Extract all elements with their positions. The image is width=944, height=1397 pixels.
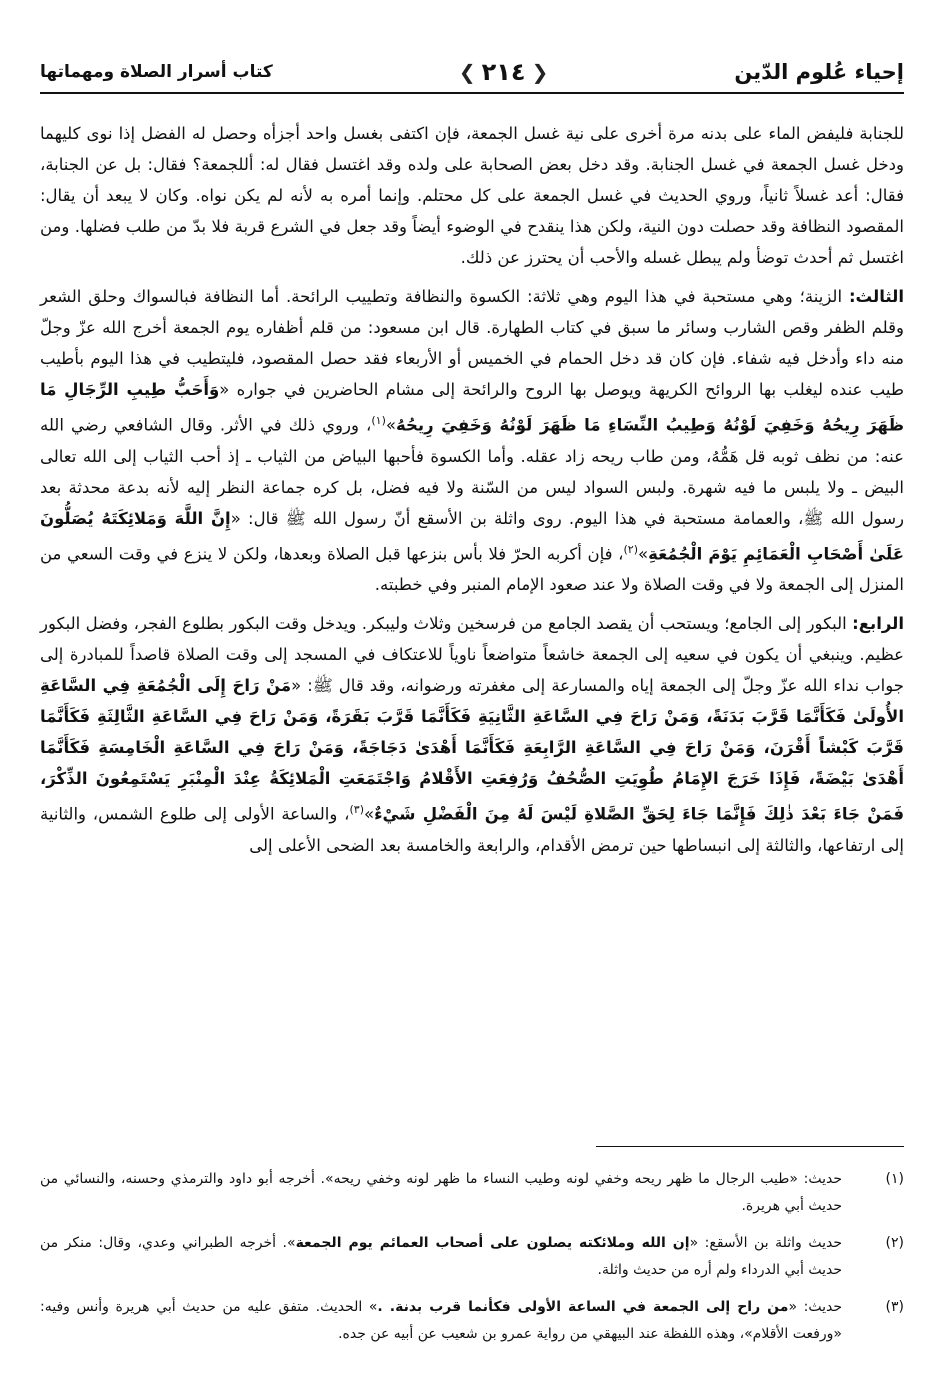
footnote-text-bold: من راح إلى الجمعة في الساعة الأولى فكأنما قرب بدنة. . <box>377 1299 789 1315</box>
chapter-title: كتاب أسرار الصلاة ومهماتها <box>40 62 273 82</box>
footnote-2 <box>40 1230 904 1284</box>
footnote-1 <box>40 1166 904 1220</box>
book-title: إحياء عُلوم الدّين <box>734 60 904 84</box>
footnote-text-pre: حديث: « <box>788 1299 842 1315</box>
paragraph-3-text-a: البكور إلى الجامع؛ ويستحب أن يقصد الجامع من فرسخين وثلاث وليبكر. ويدخل وقت البكور بطلوع الفجر، وفضل البكور عظيم. وينبغي أن يكون في سعيه إلى الجمعة خاشعاً متواضعاً ناوياً للاعتكاف في المسجد إلى وقت الصلاة قاصداً للمبادرة إلى جواب نداء الله عزّ وجلّ إلى الجمعة إياه والمسارعة إلى مغفرته ورضوانه، وقد قال ﷺ: « <box>40 614 904 695</box>
footnote-number: (٣) <box>885 1299 904 1315</box>
page-number: ٢١٤ <box>481 58 526 86</box>
footnote-text-post: ». أخرجه الطبراني وعدي، وقال: منكر من حديث أبي الدرداء ولم أره من حديث واثلة. <box>40 1235 842 1278</box>
footnote-text <box>40 1230 842 1284</box>
footnote-text-bold: إن الله وملائكته يصلون على أصحاب العمائم يوم الجمعة <box>295 1235 690 1251</box>
paragraph-2-text-c: ، فإن أكربه الحرّ فلا بأس بنزعها قبل الصلاة وبعدها، ولكن لا ينزع في وقت السعي من المنزل إلى الجمعة ولا في وقت الصلاة ولا عند صعود الإمام المنبر وفي خطبته. <box>40 544 904 594</box>
main-text <box>40 118 904 869</box>
footnote-number: (١) <box>885 1171 904 1187</box>
footnote-text-pre: حديث واثلة بن الأسقع: « <box>689 1235 842 1251</box>
ornament-right-icon: ❮ <box>531 60 549 84</box>
page-header <box>40 52 904 92</box>
paragraph-3-text-b: ، والساعة الأولى إلى طلوع الشمس، والثانية إلى ارتفاعها، والثالثة إلى انبساطها حين ترمض الأقدام، والرابعة والخامسة بعد الضحى الأعلى إلى <box>40 804 904 855</box>
footnote-text <box>40 1294 842 1348</box>
footnote-ref-3[interactable]: (٣) <box>349 803 365 816</box>
footnote-text-pre: حديث: «طيب الرجال ما ظهر ريحه وخفي لونه وطيب النساء ما ظهر لونه وخفي ريحه». أخرجه أبو داود والترمذي وحسنه، والنسائي من حديث أبي هريرة. <box>40 1171 842 1214</box>
ornament-left-icon: ❯ <box>458 60 476 84</box>
footnote-ref-1[interactable]: (١) <box>371 414 386 427</box>
footnote-ref-2[interactable]: (٢) <box>623 542 638 556</box>
quote-close-1: » <box>385 415 396 435</box>
footnote-divider <box>596 1146 904 1147</box>
header-divider <box>40 92 904 94</box>
page-number-block <box>459 58 548 86</box>
quote-close-3: » <box>364 804 375 824</box>
hadith-perfume: وَأَحَبُّ طِيبِ الرِّجَالِ مَا ظَهَرَ رِيحُهُ وَخَفِيَ لَوْنُهُ وَطِيبُ النِّسَاءِ مَا ظَهَرَ لَوْنُهُ وَخَفِيَ رِيحُهُ <box>40 380 904 435</box>
book-page <box>40 0 904 1397</box>
paragraph-2-text-a: الزينة؛ وهي مستحبة في هذا اليوم وهي ثلاثة: الكسوة والنظافة وتطييب الرائحة. أما النظافة فبالسواك وحلق الشعر وقلم الظفر وقص الشارب وسائر ما سبق في كتاب الطهارة. قال ابن مسعود: من قلم أظفاره يوم الجمعة أخرج الله عزّ وجلّ منه داء وأدخل فيه شفاء. فإن كان قد دخل الحمام في الخميس أو الأربعاء فقد حصل المقصود، فليتطيب في هذا اليوم بأطيب طيب عنده ليغلب بها الروائح الكريهة ويوصل بها الروح والرائحة إلى مشام الحاضرين في جواره « <box>40 287 904 399</box>
footnote-text-post: » الحديث. متفق عليه من حديث أبي هريرة وأنس وفيه: «ورفعت الأقلام»، وهذه اللفظة عند البيهقي من رواية عمرو بن شعيب عن أبيه عن جده. <box>40 1299 842 1342</box>
footnote-number: (٢) <box>885 1235 904 1251</box>
footnotes <box>40 1166 904 1358</box>
hadith-turbans: إِنَّ اللَّهَ وَمَلائِكَتَهُ يُصَلُّونَ عَلَىٰ أَصْحَابِ الْعَمَائِمِ يَوْمَ الْجُمُعَةِ <box>40 508 904 563</box>
hadith-hours: مَنْ رَاحَ إِلَى الْجُمُعَةِ فِي السَّاعَةِ الأُولَىٰ فَكَأَنَّمَا قَرَّبَ بَدَنَةً، وَمَنْ رَاحَ فِي السَّاعَةِ الثَّانِيَةِ فَكَأَنَّمَا قَرَّبَ بَقَرَةً، وَمَنْ رَاحَ فِي السَّاعَةِ الثَّالِثَةِ فَكَأَنَّمَا قَرَّبَ كَبْشاً أَقْرَنَ، وَمَنْ رَاحَ فِي السَّاعَةِ الرَّابِعَةِ فَكَأَنَّمَا أَهْدَىٰ دَجَاجَةً، وَمَنْ رَاحَ فِي السَّاعَةِ الْخَامِسَةِ فَكَأَنَّمَا أَهْدَىٰ بَيْضَةً، فَإِذَا خَرَجَ الإِمَامُ طُوِيَتِ الصُّحُفُ وَرُفِعَتِ الأَقْلامُ وَاجْتَمَعَتِ الْمَلائِكَةُ عِنْدَ الْمِنْبَرِ يَسْتَمِعُونَ الذِّكْرَ، فَمَنْ جَاءَ بَعْدَ ذٰلِكَ فَإِنَّمَا جَاءَ لِحَقِّ الصَّلاةِ لَيْسَ لَهُ مِنَ الْفَضْلِ شَيْءٌ <box>40 676 905 824</box>
footnote-text <box>40 1166 842 1220</box>
paragraph-3-label: الرابع: <box>852 614 904 633</box>
footnote-3 <box>40 1294 904 1348</box>
paragraph-2 <box>40 281 904 600</box>
paragraph-1: للجنابة فليفض الماء على بدنه مرة أخرى على نية غسل الجمعة، فإن اكتفى بغسل واحد أجزأه وحصل له الفضل إذا نوى كليهما ودخل غسل الجمعة في غسل الجنابة. وقد دخل بعض الصحابة على ولده وقد اغتسل فقال له: أللجمعة؟ فقال: بل عن الجنابة، فقال: أعد غسلاً ثانياً، وروي الحديث في غسل الجمعة على كل محتلم. وإنما أمره به لأنه لم يكن نواه. وكان لا يبعد أن يقال: المقصود النظافة وقد حصلت دون النية، ولكن هذا ينقدح في الوضوء أيضاً وقد جعل في الشرع قربة فلا بدّ من طلب فضلها. ومن اغتسل ثم أحدث توضأ ولم يبطل غسله والأحب أن يحترز عن ذلك. <box>40 124 904 267</box>
paragraph-2-label: الثالث: <box>848 287 904 306</box>
paragraph-2-text-b: ، وروي ذلك في الأثر. وقال الشافعي رضي الله عنه: من نظف ثوبه قل هَمُّهُ، ومن طاب ريحه زاد عقله. وأما الكسوة فأحبها البياض من الثياب ـ إذ أحب الثياب إلى الله تعالى البيض ـ ولا يلبس ما فيه شهرة. ولبس السواد ليس من السّنة ولا فيه فضل، بل كره جماعة النظر إليه لأنه بدعة محدثة بعد رسول الله ﷺ، والعمامة مستحبة في هذا اليوم. روى واثلة بن الأسقع أنّ رسول الله ﷺ قال: « <box>40 415 905 528</box>
quote-close-2: » <box>638 544 649 563</box>
paragraph-3 <box>40 608 904 861</box>
